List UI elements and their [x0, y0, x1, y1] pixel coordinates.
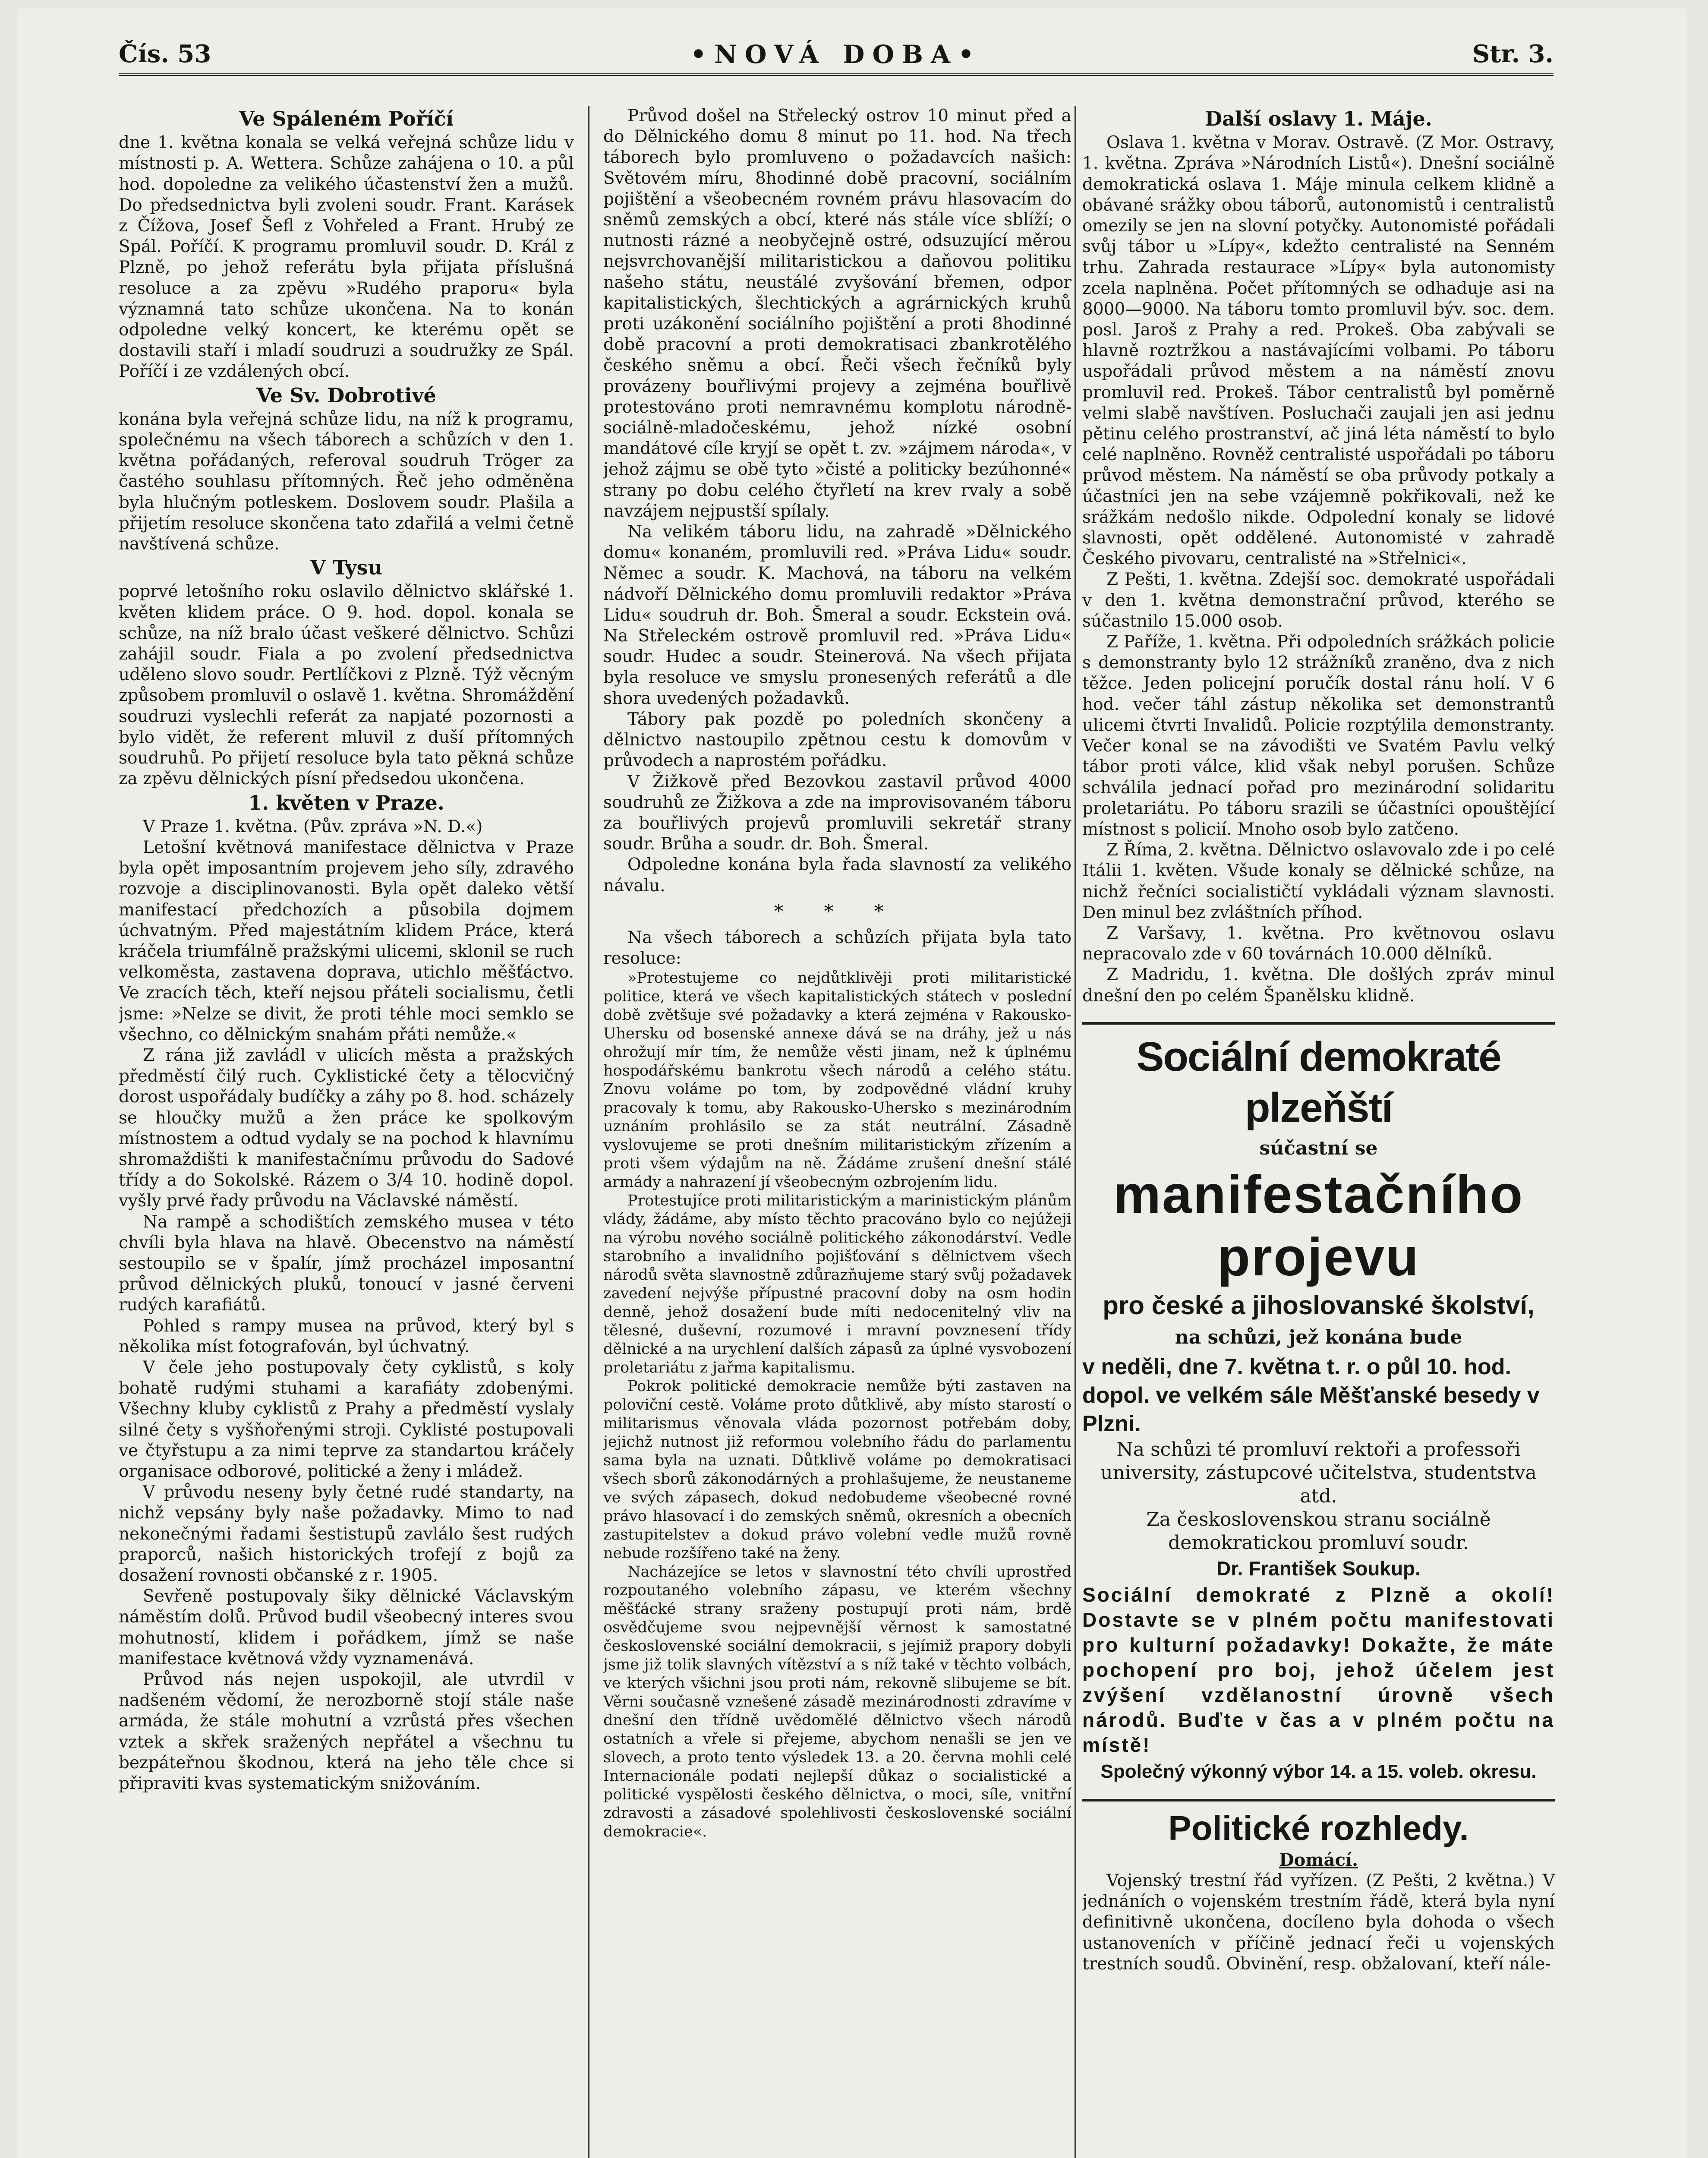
- article-paragraph: Z Madridu, 1. května. Dle došlých zpráv minul dnešní den po celém Španělsku klidně.: [1082, 965, 1555, 1006]
- resolution-paragraph: Pokrok politické demokracie nemůže býti zastaven na poloviční cestě. Voláme proto důtklivě, aby místo starostí o militarismus věnovala vláda pozornost potřebám doby, jejichž nutnost již reformou volebního řádu do parlamentu sama byla na uznati. Důtklivě voláme po demokratisaci všech sborů zákonodárných a prohlašujeme, že neustaneme ve svých zápasech, dokud nedobudeme všeobecné rovné právo hlasovací i do zemských sněmů, okresních a obecních zastupitelstev a dokud právo volební vedle mužů rovně nebude rozšířeno také na ženy.: [603, 1378, 1071, 1562]
- article-paragraph: Vojenský trestní řád vyřízen. (Z Pešti, 2 května.) V jednáních o vojenském trestním řádě, která byla nyní definitivně ukončena, docíleno byla dohoda o všech ustanoveních v příčině jednací řeči u vojenských trestních soudů. Obvinění, resp. obžalovaní, kteří nále-: [1082, 1871, 1555, 1974]
- ad-text: Za československou stranu sociálně demokratickou promluví soudr.: [1146, 1508, 1491, 1554]
- section-heading: Ve Sv. Dobrotivé: [256, 383, 436, 407]
- article-paragraph: Oslava 1. května v Morav. Ostravě. (Z Mor. Ostravy, 1. května. Zpráva »Národních Listů«). Dnešní sociálně demokratická oslava 1. Máje minula celkem klidně a obávané srážky obou táborů, autonomistů i centralistů omezily se jen na slovní potyčky. Autonomisté pořádali svůj tábor u »Lípy«, kdežto centralisté na Senném trhu. Zahrada restaurace »Lípy« byla autonomisty zcela naplněna. Počet přítomných se odhaduje asi na 8000—9000. Na táboru tomto promluvil býv. soc. dem. posl. Jaroš z Prahy a red. Prokeš. Oba zabývali se hlavně roztržkou a nastávajícími volbami. Po táboru uspořádali průvod městem a na náměstí znovu promluvil red. Prokeš. Tábor centralistů byl poměrně velmi slabě navštíven. Posluchači zaujali jen asi jednu pětinu celého prostranství, ač jiná léta náměstí to bylo celé naplněno. Rovněž centralisté uspořádali po táboru průvod městem. Na náměstí se oba průvody potkaly a účastníci jen na sebe vzájemně pokřikovali, než ke srážkám nedošlo nikde. Odpolední konaly se lidové slavnosti, opět oddělené. Autonomisté v zahradě Českého pivovaru, centralisté na »Střelnici«.: [1082, 133, 1555, 569]
- column-divider: [588, 106, 589, 2158]
- section-heading: 1. květen v Praze.: [248, 791, 444, 814]
- resolution-paragraph: Protestujíce proti militaristickým a marinistickým plánům vlády, žádáme, aby místo těchto pracováno bylo co nejúžeji na výrobu nového sociálně politického zákonodárství. Vedle starobního a invalidního pojišťování s dělnictvem všech národů světa slavnostně zdůrazňujeme starý svůj požadavek zavedení nejvýše přípustné pracovní doby na osm hodin denně, jehož dosažení bude míti nedocenitelný vliv na tělesné, duševní, rozumové i mravní povznesení třídy dělnické a na urychlení dalších zápasů za úplné vysvobození proletariátu z jařma kapitalismu.: [603, 1192, 1071, 1377]
- announcement-box: [1082, 1022, 1555, 1786]
- article-paragraph: Z rána již zavládl v ulicích města a pražských předměstí čilý ruch. Cyklistické čety a tělocvičný dorost uspořádaly budíčky a záhy po 8. hod. scházely se hloučky mužů a žen práce ke spolkovým místnostem a odtud vydaly se na pochod k hlavnímu shromaždišti k manifestačnímu průvodu do Sadové třídy a do Sokolské. Rázem o 3/4 10. hodině dopol. vyšly prvé řady průvodu na Václavské náměstí.: [119, 1045, 574, 1211]
- column-3: [1082, 106, 1555, 2158]
- article-paragraph: Odpoledne konána byla řada slavností za velikého návalu.: [603, 855, 1071, 896]
- article-paragraph: Letošní květnová manifestace dělnictva v Praze byla opět imposantním projevem jeho síly, zdravého rozvoje a disciplinovanosti. Byla opět daleko větší manifestací předchozích a působila dojmem úchvatným. Před majestátním klidem Práce, která kráčela triumfálně pražskými ulicemi, sklonil se ruch velkoměsta, zastavena doprava, utichlo měšťáctvo. Ve zracích těch, kteří nejsou přáteli socialismu, četli jsme: »Nelze se divit, že proti téhle moci semklo se všechno, co dělnickým snahám přáti nemůže.«: [119, 837, 574, 1044]
- article-paragraph: Na rampě a schodištích zemského musea v této chvíli byla hlava na hlavě. Obecenstvo na náměstí sestoupilo se v špalír, jímž procházel imposantní průvod dělnických pluků, tonoucí v jasné červeni rudých karafiátů.: [119, 1212, 574, 1315]
- dateline: V Praze 1. května. (Pův. zpráva »N. D.«): [143, 817, 483, 836]
- article-paragraph: V Žižkově před Bezovkou zastavil průvod 4000 soudruhů ze Žižkova a zde na improvisovaném táboru za bouřlivých projevů promluvili sekretář strany soudr. Brůha a soudr. dr. Boh. Šmeral.: [603, 772, 1071, 854]
- article-paragraph: Z Paříže, 1. května. Při odpoledních srážkách policie s demonstranty bylo 12 strážníků zraněno, dva z nich těžce. Jeden policejní poručík dostal ránu holí. V 6 hod. večer táhl zástup několika set demonstrantů ulicemi čtvrti Invalidů. Policie rozptýlila demonstranty. Večer konal se na závodišti ve Svatém Pavlu velký tábor proti válce, klid však nebyl porušen. Schůze schválila jednací pořad pro mezinárodní solidaritu proletariátu. Po táboru srazili se účastníci opouštějící místnost s policií. Mnoho osob bylo zatčeno.: [1082, 632, 1555, 839]
- section-heading: Další oslavy 1. Máje.: [1205, 107, 1432, 130]
- column-2: [603, 106, 1071, 2158]
- article-paragraph: V čele jeho postupovaly čety cyklistů, s koly bohatě rudými stuhami a karafiáty zdobenými. Všechny kluby cyklistů z Prahy a předměstí vyslaly silné čety s vyšňořenými stroji. Cyklisté postupovali ve čtyřstupu a za nimi teprve za standartou kráčely organisace odborové, politické a ženy i mládež.: [119, 1357, 574, 1481]
- ad-appeal: Sociální demokraté z Plzně a okolí! Dostavte se v plném počtu manifestovati pro kulturní požadavky! Dokažte, že máte pochopení pro boj, jehož účelem jest zvýšení vzdělanostní úrovně všech národů. Buďte v čas a v plném počtu na místě!: [1082, 1583, 1555, 1756]
- ad-text: Na schůzi té promluví rektoři a professoři university, zástupcové učitelstva, studentstva atd.: [1100, 1438, 1537, 1507]
- ad-main-word: projevu: [1217, 1227, 1420, 1287]
- page-number: Str. 3.: [1472, 40, 1554, 68]
- ad-headline: Sociální demokraté plzeňští: [1136, 1033, 1501, 1131]
- article-paragraph: Průvod nás nejen uspokojil, ale utvrdil v nadšeném vědomí, že nerozborně stojí stále naše armáda, že stále mohutní a vzrůstá přes všechen vztek a skřek sražených nepřátel a všechnu tu bezpáteřnou škodnou, která na jeho těle chce si připraviti kvas systematickým snižováním.: [119, 1670, 574, 1794]
- section-heading: Ve Spáleném Poříčí: [239, 107, 454, 130]
- article-paragraph: V průvodu neseny byly četné rudé standarty, na nichž vepsány byly naše požadavky. Mimo to nad nekonečnými řadami šestistupů zavlálo šest rudých praporců, našich historických trofejí z bojů za dosažení rovnosti občanské z r. 1905.: [119, 1483, 574, 1586]
- ad-speaker: Dr. František Soukup.: [1216, 1557, 1421, 1580]
- ad-main-word: manifestačního: [1113, 1164, 1524, 1224]
- masthead: •NOVÁ DOBA•: [690, 40, 982, 69]
- section-title: Politické rozhledy.: [1168, 1808, 1469, 1847]
- section-separator: * * *: [774, 900, 901, 923]
- article-paragraph: Z Říma, 2. května. Dělnictvo oslavovalo zde i po celé Itálii 1. květen. Všude konaly se dělnické schůze, na nichž řečníci socialističtí vykládali význam slavnosti. Den minul bez zvláštních příhod.: [1082, 840, 1555, 922]
- article-paragraph: Pohled s rampy musea na průvod, který byl s několika míst fotografován, byl úchvatný.: [119, 1316, 574, 1357]
- article-paragraph: Z Pešti, 1. května. Zdejší soc. demokraté uspořádali v den 1. května demonstrační průvod, kterého se súčastnilo 15.000 osob.: [1082, 570, 1555, 631]
- resolution-paragraph: Nacházejíce se letos v slavnostní této chvíli uprostřed rozpoutaného volebního zápasu, ve kterém všechny měšťácké strany sraženy postupují proti nám, brdě osvědčujeme svou nejpevnější věrnost k samostatné československé sociální demokracii, s jejímiž prapory dobyli jsme již tolik slavných vítězství a s níž také v těchto volbách, ve kterých všichni jsou proti nám, rekovně slibujeme se bít. Věrni současně vznešené zásadě mezinárodnosti zdravíme v dnešní den třídně uvědomělé dělnictvo všech národů ostatních a vřele si přejeme, abychom nenašli se jen ve slovech, a proto tento výsledek 13. a 20. června mohli celé Internacionále podati nejlepší důkaz o socialistické a politické vyspělosti českého dělnictva, o moci, síle, vnitřní zdravosti a zásadové spolehlivosti československé sociální demokracie«.: [603, 1563, 1071, 1841]
- article-paragraph: Na velikém táboru lidu, na zahradě »Dělnického domu« konaném, promluvili red. »Práva Lidu« soudr. Němec a soudr. K. Machová, na táboru na velkém nádvoří Dělnického domu promluvili redaktor »Práva Lidu« soudruh dr. Boh. Šmeral a soudr. Eckstein ová. Na Střeleckém ostrově promluvil red. »Práva Lidu« soudr. Hudec a soudr. Steinerová. Na všech přijata byla resoluce ve smyslu pronesených referátů a dle shora uvedených požadavků.: [603, 522, 1071, 708]
- ad-subline: na schůzi, jež konána bude: [1175, 1326, 1462, 1348]
- article-paragraph: Na všech táborech a schůzích přijata byla tato resoluce:: [603, 928, 1071, 969]
- article-paragraph: Z Varšavy, 1. května. Pro květnovou oslavu nepracovalo zde v 60 továrnách 10.000 dělníků.: [1082, 923, 1555, 964]
- section-heading: V Tysu: [310, 556, 382, 580]
- article-paragraph: Průvod došel na Střelecký ostrov 10 minut před a do Dělnického domu 8 minut po 11. hod. Na třech táborech bylo promluveno o požadavcích našich: Světovém míru, 8hodinné době pracovní, sociálním pojištění a všeobecném rovném právu hlasovacím do sněmů zemských a obcí, které nás stále více sblíží; o nutnosti rázné a neobyčejně ostré, odsuzující měrou nejsvrchovanější militaristickou a daňovou politiku našeho státu, neustálé zvyšování břemen, odpor kapitalistických, šlechtických a agrárnických kruhů proti uzákonění sociálního pojištění a proti 8hodinné době pracovní a proti demokratisaci zbankrotělého českého sněmu a obcí. Řeči všech řečníků byly provázeny bouřlivými projevy a zejména bouřlivě protestováno proti nemravnému komplotu národně-sociálně-mladočeskému, jehož nízké osobní mandátové cíle kryjí se opět t. zv. »zájmem národa«, v jehož zájmu se obě tyto »čisté a politicky bezúhonné« strany po dobu celého čtyřletí na krev rvaly a sobě navzájem nejpustší spílaly.: [603, 106, 1071, 521]
- column-1: [119, 106, 574, 2158]
- ad-signature: Společný výkonný výbor 14. a 15. voleb. okresu.: [1100, 1760, 1537, 1782]
- column-divider: [1075, 106, 1076, 2158]
- resolution-paragraph: »Protestujeme co nejdůtklivěji proti militaristické politice, která ve všech kapitalistických státech v poslední době zvětšuje své požadavky a která zejména v Rakousko-Uhersku od bosenské annexe dává se na dráhy, jež u nás ohrožují mír tím, že nemůže věsti jinam, než k úplnému hospodářskému bankrotu všech národů a celého státu. Znovu voláme po tom, by zodpovědné vládní kruhy pracovaly k tomu, aby Rakousko-Uhersko s mezinárodním uznáním prohlásilo se za stát neutrální. Zásadně vyslovujeme se proti dnešním militaristickým zřízením a proti všem výdajům na ně. Žádáme zrušení dnešní stálé armády a nahrazení jí všeobecným ozbrojením lidu.: [603, 969, 1071, 1191]
- article-paragraph: Tábory pak pozdě po poledních skončeny a dělnictvo nastoupilo zpětnou cestu k domovům v průvodech a naprostém pořádku.: [603, 709, 1071, 771]
- newspaper-page: [17, 9, 1687, 2158]
- article-paragraph: dne 1. května konala se velká veřejná schůze lidu v místnosti p. A. Wettera. Schůze zahájena o 10. a půl hod. dopoledne za velikého účastenství žen a mužů. Do předsednictva byli zvoleni soudr. Frant. Karásek z Čížova, Josef Šefl z Vohřeled a Frant. Hrubý ze Spál. Poříčí. K programu promluvil soudr. D. Král z Plzně, po jehož referátu byla přijata příslušná resoluce a za zpěvu »Rudého praporu« byla významná tato schůze ukončena. Na to konán odpoledne velký koncert, ke kterému opět se dostavili staří i mladí soudruzi a soudružky ze Spál. Poříčí i ze vzdálených obcí.: [119, 133, 574, 382]
- ad-topic: pro české a jihoslovanské školství,: [1103, 1290, 1535, 1320]
- page-header: [119, 40, 1554, 76]
- article-paragraph: konána byla veřejná schůze lidu, na níž k programu, společnému na všech táborech a schůzích v den 1. května pořádaných, referoval soudruh Tröger za častého souhlasu přítomných. Řeč jeho odměněna byla hlučným potleskem. Doslovem soudr. Plašila a přijetím resoluce skončena tato zdařilá a velmi četně navštívená schůze.: [119, 409, 574, 554]
- article-paragraph: poprvé letošního roku oslavilo dělnictvo sklářské 1. květen klidem práce. O 9. hod. dopol. konala se schůze, na níž bralo účast veškeré dělnictvo. Schůzi zahájil soudr. Fiala a po zvolení předsednictva uděleno slovo soudr. Pertlíčkovi z Plzně. Týž věcným způsobem promluvil o oslavě 1. května. Shromáždění soudruzi vyslechli referát za napjaté pozornosti a bylo vidět, že referent mluvil z duší přítomných soudruhů. Po přijetí resoluce byla tato pěkná schůze za zpěvu dělnických písní předsedou ukončena.: [119, 582, 574, 789]
- ad-subline: súčastní se: [1259, 1137, 1378, 1159]
- ad-date-place: v neděli, dne 7. května t. r. o půl 10. hod. dopol. ve velkém sále Měšťanské besedy v Plzni.: [1082, 1354, 1540, 1436]
- section-subtitle: Domácí.: [1279, 1849, 1358, 1870]
- politics-section: [1082, 1799, 1555, 1975]
- article-paragraph: Sevřeně postupovaly šiky dělnické Václavským náměstím dolů. Průvod budil všeobecný interes svou mohutností, klidem i pořádkem, jímž se naše manifestace květnová vždy vyznamenává.: [119, 1587, 574, 1669]
- issue-number: Čís. 53: [119, 40, 211, 68]
